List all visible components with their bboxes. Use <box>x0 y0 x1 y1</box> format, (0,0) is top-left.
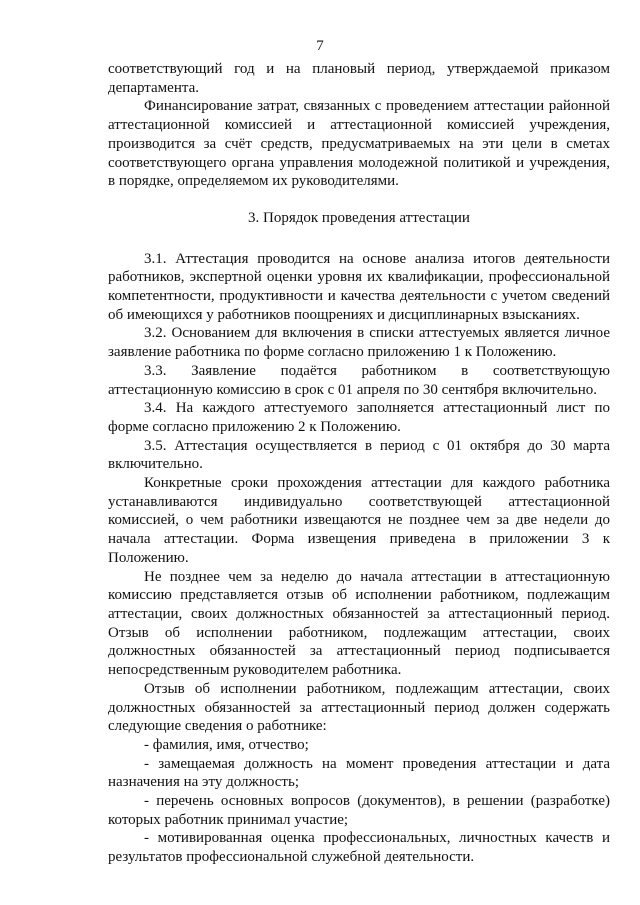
list-item: - перечень основных вопросов (документов), в решении (разработке) которых работник принимал участие; <box>108 793 610 828</box>
paragraph: 3.2. Основанием для включения в списки аттестуемых является личное заявление работника по форме согласно приложению 1 к Положению. <box>108 325 610 361</box>
paragraph: 3.3. Заявление подаётся работником в соответствующую аттестационную комиссию в срок с 01 апреля по 30 сентября включительно. <box>108 362 610 398</box>
paragraph: 3.4. На каждого аттестуемого заполняется аттестационный лист по форме согласно приложению 2 к Положению. <box>108 400 610 435</box>
list-item: - фамилия, имя, отчество; <box>144 736 309 753</box>
paragraph: соответствующий год и на плановый период, утверждаемой приказом департамента. <box>108 61 610 96</box>
document-body <box>108 60 610 867</box>
paragraph: Отзыв об исполнении работником, подлежащим аттестации, своих должностных обязанностей за аттестационный период должен содержать следующие сведения о работнике: <box>108 680 610 735</box>
list-item: - замещаемая должность на момент проведения аттестации и дата назначения на эту должность; <box>108 755 610 791</box>
section-heading: 3. Порядок проведения аттестации <box>248 209 470 226</box>
paragraph: Финансирование затрат, связанных с проведением аттестации районной аттестационной комиссией и аттестационной комиссией учреждения, производится за счёт средств, предусматриваемых на эти цели в сметах соответствующего органа управления молодежной политикой и учреждения, в порядке, определяемом их руководителями. <box>108 98 610 190</box>
paragraph: 3.5. Аттестация осуществляется в период с 01 октября до 30 марта включительно. <box>108 437 610 473</box>
page-number: 7 <box>316 38 324 54</box>
paragraph: Не позднее чем за неделю до начала аттестации в аттестационную комиссию представляется отзыв об исполнении работником, подлежащим аттестации, своих должностных обязанностей за аттестационный период. Отзыв об исполнении работником, подлежащим аттестации, своих должностных обязанностей за аттестационный период подписывается непосредственным руководителем работника. <box>108 568 610 679</box>
paragraph: Конкретные сроки прохождения аттестации для каждого работника устанавливаются индивидуально соответствующей аттестационной комиссией, о чем работники извещаются не позднее чем за две недели до начала аттестации. Форма извещения приведена в приложении 3 к Положению. <box>108 475 610 566</box>
paragraph: 3.1. Аттестация проводится на основе анализа итогов деятельности работников, экспертной оценки уровня их квалификации, профессиональной компетентности, продуктивности и качества деятельности с учетом сведений об имеющихся у работников поощрениях и дисциплинарных взысканиях. <box>108 250 610 323</box>
list-item: - мотивированная оценка профессиональных, личностных качеств и результатов профессиональной служебной деятельности. <box>108 830 610 866</box>
